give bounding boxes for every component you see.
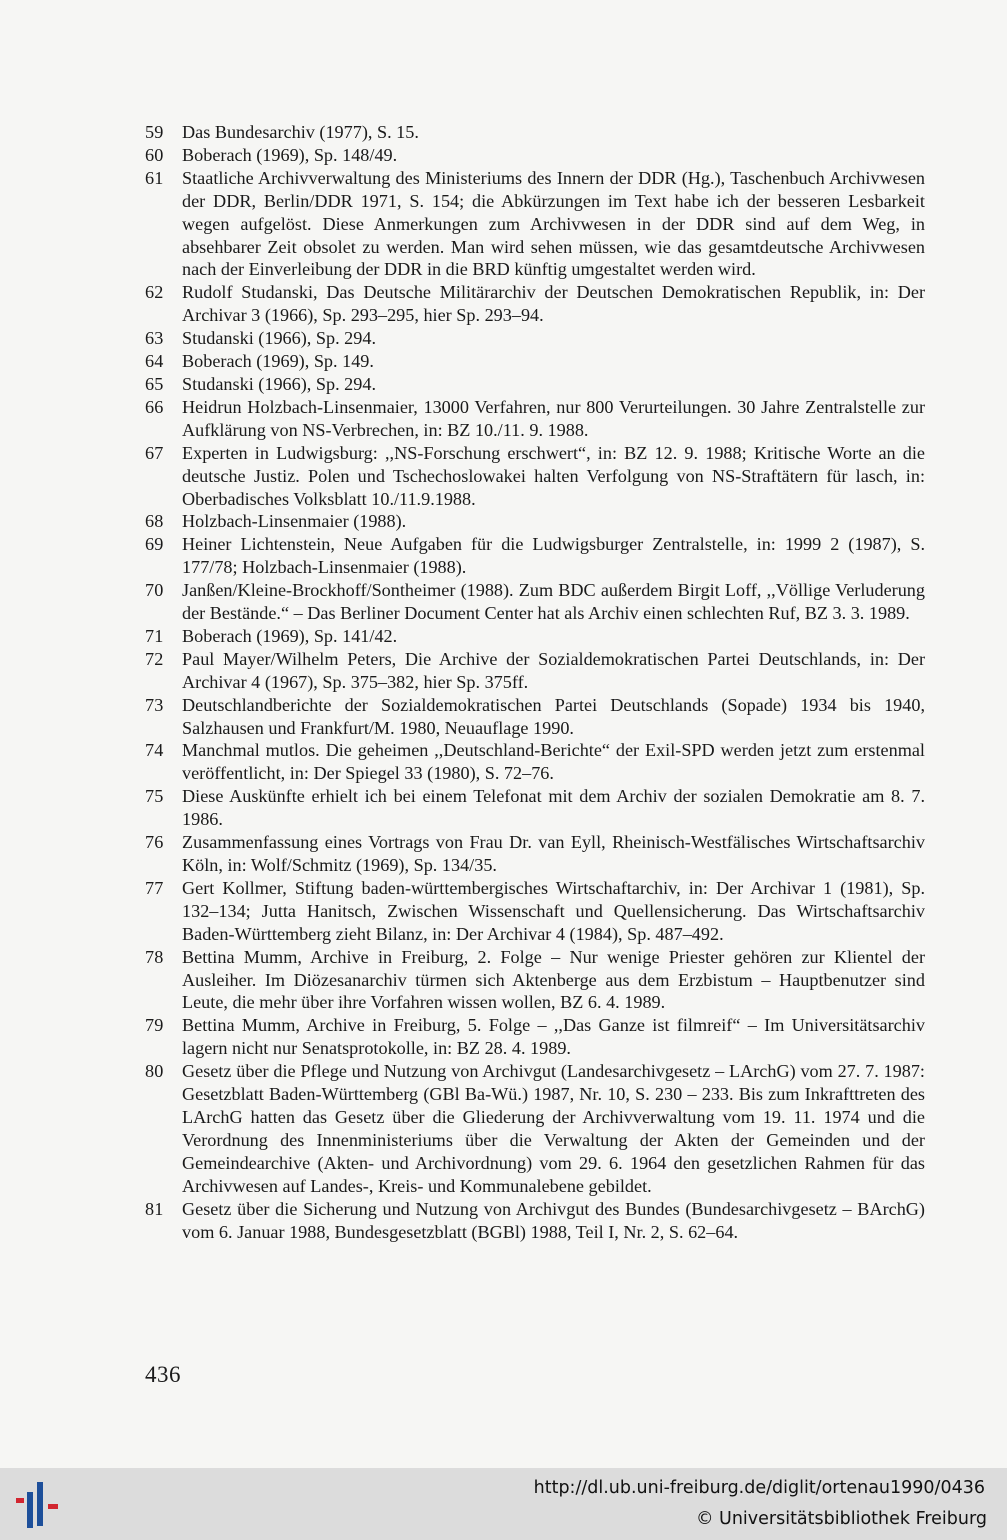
endnote <box>145 144 925 167</box>
endnote-text: Studanski (1966), Sp. 294. <box>182 328 377 349</box>
endnote-text: Manchmal mutlos. Die geheimen ,,Deutschland-Berichte“ der Exil-SPD werden jetzt zum erstenmal veröffentlicht, in: Der Spiegel 33 (1980), S. 72–76. <box>182 740 925 784</box>
endnote <box>145 694 925 740</box>
endnote <box>145 281 925 327</box>
endnotes-list <box>145 121 925 1243</box>
endnote <box>145 1198 925 1244</box>
endnote-number: 69 <box>145 534 164 555</box>
endnote-number: 81 <box>145 1198 164 1219</box>
endnote <box>145 510 925 533</box>
endnote-text: Heiner Lichtenstein, Neue Aufgaben für die Ludwigsburger Zentralstelle, in: 1999 2 (1987), S. 177/78; Holzbach-Linsenmaier (1988). <box>182 534 925 578</box>
endnote-number: 71 <box>145 625 164 646</box>
viewer-footer <box>0 1468 1007 1540</box>
endnote <box>145 442 925 511</box>
endnote <box>145 533 925 579</box>
endnote-number: 78 <box>145 946 164 967</box>
endnote-number: 79 <box>145 1015 164 1036</box>
endnote-number: 59 <box>145 122 164 142</box>
endnote-number: 76 <box>145 832 164 853</box>
endnote-number: 80 <box>145 1061 164 1082</box>
endnote-text: Gesetz über die Sicherung und Nutzung von Archivgut des Bundes (Bundesarchivgesetz – BArchG) vom 6. Januar 1988, Bundesgesetzblatt (BGBl) 1988, Teil I, Nr. 2, S. 62–64. <box>182 1198 925 1242</box>
logo-graphic <box>12 1478 64 1530</box>
endnote-text: Bettina Mumm, Archive in Freiburg, 2. Folge – Nur wenige Priester gehören zur Klientel der Ausleiher. Im Diözesanarchiv türmen sich Aktenberge aus dem Erzbistum – Hauptbenutzer sind Leute, die mehr über ihre Vorfahren wissen wollen, BZ 6. 4. 1989. <box>182 946 925 1013</box>
endnote <box>145 648 925 694</box>
endnote <box>145 167 925 282</box>
endnote <box>145 625 925 648</box>
endnote-text: Das Bundesarchiv (1977), S. 15. <box>182 122 419 142</box>
ub-freiburg-logo-icon[interactable] <box>12 1478 64 1530</box>
endnote-text: Holzbach-Linsenmaier (1988). <box>182 511 407 532</box>
endnote <box>145 373 925 396</box>
endnote-number: 63 <box>145 328 164 349</box>
endnote-number: 75 <box>145 786 164 807</box>
endnote <box>145 350 925 373</box>
endnote-text: Boberach (1969), Sp. 149. <box>182 351 374 372</box>
endnote-number: 74 <box>145 740 164 761</box>
endnote-text: Deutschlandberichte der Sozialdemokratischen Partei Deutschlands (Sopade) 1934 bis 1940, Salzhausen und Frankfurt/M. 1980, Neuauflage 1990. <box>182 694 925 738</box>
endnote-text: Boberach (1969), Sp. 148/49. <box>182 144 398 165</box>
endnote-number: 67 <box>145 442 164 463</box>
endnote <box>145 396 925 442</box>
endnote-text: Bettina Mumm, Archive in Freiburg, 5. Folge – ,,Das Ganze ist filmreif“ – Im Universitätsarchiv lagern nicht nur Senatsprotokolle, in: BZ 28. 4. 1989. <box>182 1015 925 1059</box>
endnote-number: 60 <box>145 144 164 165</box>
endnote-text: Staatliche Archivverwaltung des Ministeriums des Innern der DDR (Hg.), Taschenbuch Archivwesen der DDR, Berlin/DDR 1971, S. 154; die Abkürzungen im Text habe ich der besseren Lesbarkeit wegen aufgelöst. Diese Anmerkungen zum Archivwesen in der DDR sind auf dem Weg, in absehbarer Zeit obsolet zu werden. Man wird sehen müssen, wie das gesamtdeutsche Archivwesen nach der Einverleibung der DDR in die BRD künftig umgestaltet werden wird. <box>182 167 925 280</box>
endnote <box>145 877 925 946</box>
endnote-text: Studanski (1966), Sp. 294. <box>182 373 377 394</box>
endnote-number: 65 <box>145 373 164 394</box>
endnote-number: 62 <box>145 282 164 303</box>
endnote <box>145 739 925 785</box>
endnote-text: Gesetz über die Pflege und Nutzung von Archivgut (Landesarchivgesetz – LArchG) vom 27. 7. 1987: Gesetzblatt Baden-Württemberg (GBl Ba-Wü.) 1987, Nr. 10, S. 230 – 233. Bis zum Inkrafttreten des LArchG hatten das Gesetz über die Gliederung der Archivverwaltung vom 19. 11. 1974 und die Verordnung des Innenministeriums über die Verwaltung der Akten der Gemeinden und der Gemeindearchive (Akten- und Archivordnung) vom 29. 6. 1964 den gesetzlichen Rahmen für das Archivwesen auf Landes-, Kreis- und Kommunalebene gebildet. <box>182 1061 925 1196</box>
endnote <box>145 946 925 1015</box>
page-number: 436 <box>145 1362 181 1387</box>
endnote-text: Zusammenfassung eines Vortrags von Frau Dr. van Eyll, Rheinisch-Westfälisches Wirtschaftsarchiv Köln, in: Wolf/Schmitz (1969), Sp. 134/35. <box>182 832 925 875</box>
endnote <box>145 1014 925 1060</box>
endnote-number: 61 <box>145 167 164 188</box>
endnote-number: 66 <box>145 396 164 417</box>
endnote-text: Heidrun Holzbach-Linsenmaier, 13000 Verfahren, nur 800 Verurteilungen. 30 Jahre Zentralstelle zur Aufklärung von NS-Verbrechen, in: BZ 10./11. 9. 1988. <box>182 396 925 440</box>
endnote-number: 77 <box>145 877 164 898</box>
endnote-number: 72 <box>145 648 164 669</box>
endnote-text: Diese Auskünfte erhielt ich bei einem Telefonat mit dem Archiv der sozialen Demokratie am 8. 7. 1986. <box>182 786 925 830</box>
copyright-notice: © Universitätsbibliothek Freiburg <box>695 1509 987 1529</box>
endnote-number: 73 <box>145 694 164 715</box>
endnote-text: Boberach (1969), Sp. 141/42. <box>182 625 398 646</box>
endnote-number: 64 <box>145 351 164 372</box>
endnote-number: 70 <box>145 580 164 601</box>
endnote <box>145 327 925 350</box>
endnote-text: Experten in Ludwigsburg: ,,NS-Forschung erschwert“, in: BZ 12. 9. 1988; Kritische Worte an die deutsche Justiz. Polen und Tschechoslowakei halten Verfolgung von NS-Straftätern für lasch, in: Oberbadisches Volksblatt 10./11.9.1988. <box>182 442 925 509</box>
document-url-link[interactable]: http://dl.ub.uni-freiburg.de/diglit/ortenau1990/0436 <box>533 1478 985 1498</box>
endnote <box>145 579 925 625</box>
endnote <box>145 121 925 144</box>
endnote-text: Janßen/Kleine-Brockhoff/Sontheimer (1988). Zum BDC außerdem Birgit Loff, ,,Völlige Verluderung der Bestände.“ – Das Berliner Document Center hat als Archiv einen schlechten Ruf, BZ 3. 3. 1989. <box>182 580 925 624</box>
endnote-text: Gert Kollmer, Stiftung baden-württembergisches Wirtschaftarchiv, in: Der Archivar 1 (1981), Sp. 132–134; Jutta Hanitsch, Zwischen Wissenschaft und Quellensicherung. Das Wirtschaftsarchiv Baden-Württemberg zieht Bilanz, in: Der Archivar 4 (1984), Sp. 487–492. <box>182 877 925 944</box>
endnote-text: Rudolf Studanski, Das Deutsche Militärarchiv der Deutschen Demokratischen Republik, in: Der Archivar 3 (1966), Sp. 293–295, hier Sp. 293–94. <box>182 282 925 326</box>
endnote <box>145 1060 925 1197</box>
endnote-text: Paul Mayer/Wilhelm Peters, Die Archive der Sozialdemokratischen Partei Deutschlands, in: Der Archivar 4 (1967), Sp. 375–382, hier Sp. 375ff. <box>182 648 925 692</box>
endnote <box>145 785 925 831</box>
endnote <box>145 831 925 877</box>
endnote-number: 68 <box>145 511 164 532</box>
